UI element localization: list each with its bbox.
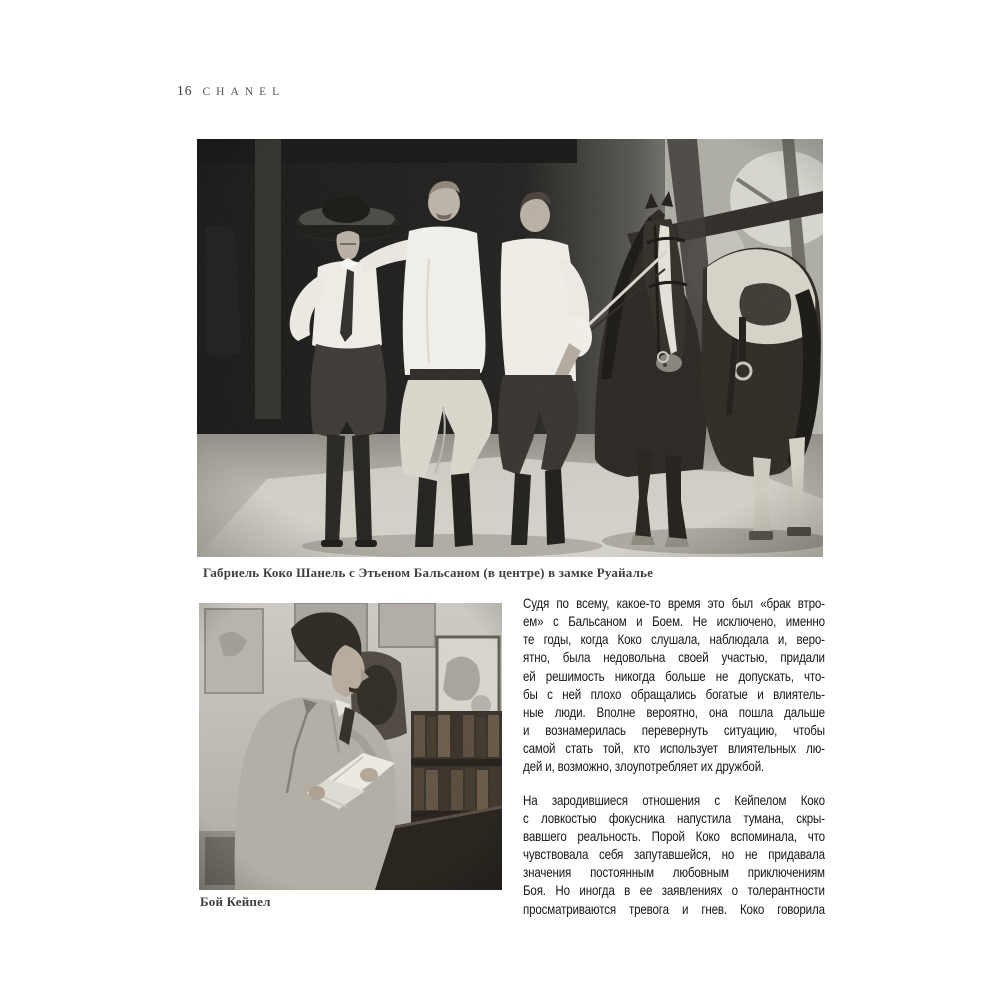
text-line: ные люди. Вполне вероятно, она пошла дальше xyxy=(523,703,825,720)
paragraph-1 xyxy=(523,594,825,776)
main-photo-caption: Габриель Коко Шанель с Этьеном Бальсаном (в центре) в замке Руайалье xyxy=(203,565,654,580)
secondary-photo xyxy=(199,603,502,890)
text-line: ей решимость никогда больше не допускать, что- xyxy=(523,667,825,684)
text-line: дей и, возможно, злоупотребляет их дружбой. xyxy=(523,758,765,775)
page-number: 16 xyxy=(177,83,193,98)
text-line: значения постоянным любовным приключениям xyxy=(523,864,825,881)
text-line: ем» с Бальсаном и Боем. Не исключено, именно xyxy=(523,613,825,630)
text-line: с ловкостью фокусника напустила тумана, скры- xyxy=(523,809,825,826)
paragraph-2 xyxy=(523,791,825,918)
body-text-column xyxy=(523,594,825,933)
text-line: самой стать той, кто использует влиятельных лю- xyxy=(523,740,825,757)
page-header xyxy=(177,82,285,100)
text-line: чувствовала себя запутавшейся, но не придавала xyxy=(523,846,825,863)
text-line: те годы, когда Коко слушала, наблюдала и, веро- xyxy=(523,631,825,648)
secondary-photo-image xyxy=(199,603,502,890)
main-photo xyxy=(197,139,823,557)
text-line: На зародившиеся отношения с Кейпелом Коко xyxy=(523,791,825,808)
main-photo-image xyxy=(197,139,823,557)
text-line: Боя. Но иногда в ее заявлениях о толерантности xyxy=(523,882,825,899)
text-line: и вознамерилась перевернуть ситуацию, чтобы xyxy=(523,722,825,739)
text-line: ятно, была недовольна своей участью, придали xyxy=(523,649,825,666)
secondary-photo-caption: Бой Кейпел xyxy=(200,894,271,909)
text-line: вавшего реальность. Порой Коко вспоминала, что xyxy=(523,827,825,844)
book-title: CHANEL xyxy=(202,86,286,98)
text-line: просматриваются тревога и гнев. Коко говорила xyxy=(523,900,825,917)
text-line: Судя по всему, какое-то время это был «брак втро- xyxy=(523,595,825,611)
text-line: бы с ней плохо обращались богатые и влиятель- xyxy=(523,685,825,702)
